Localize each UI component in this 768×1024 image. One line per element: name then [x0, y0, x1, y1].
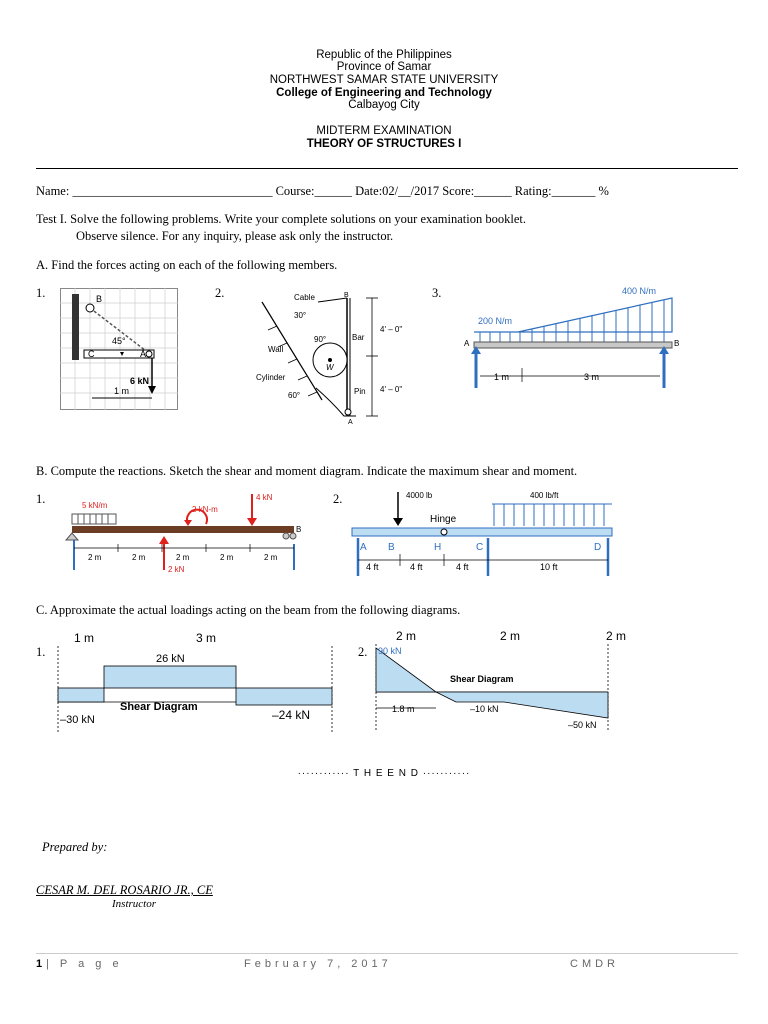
fig-a3-w2: 400 N/m	[622, 286, 657, 296]
fig-a2-label-b: B	[344, 292, 349, 299]
fig-c1-dim-1: 1 m	[74, 631, 95, 645]
fig-a2-cable	[318, 298, 347, 302]
fig-c2-value-neg10: –10 kN	[470, 704, 499, 714]
fig-b2-udl	[492, 504, 612, 526]
figure-a1-cable-boom	[60, 288, 178, 410]
fig-a2-pin-label: Pin	[354, 387, 366, 396]
fig-c2-dim-1: 2 m	[396, 629, 417, 643]
fig-a2-angle-60: 60°	[288, 391, 301, 400]
fig-a2-cable-label: Cable	[294, 293, 315, 302]
exam-title: MIDTERM EXAMINATION	[316, 125, 452, 137]
fig-a3-load-outline	[474, 298, 672, 332]
fig-b1-beam-bar	[72, 526, 294, 533]
a-number-1: 1.	[36, 286, 46, 300]
header-city: Calbayog City	[348, 99, 420, 111]
preparer-name: CESAR M. DEL ROSARIO JR., CE	[36, 883, 213, 897]
name-field[interactable]: Name: ________________________________	[36, 184, 273, 198]
rating-field[interactable]: Rating:_______ %	[514, 184, 609, 198]
fig-c2-value-90: 90 kN	[378, 646, 402, 656]
fig-b2-label-a: A	[360, 542, 367, 553]
footer-initials: CMDR	[570, 958, 619, 970]
figure-b2-hinged-beam	[346, 486, 620, 576]
fig-a1-pin-b	[86, 304, 94, 312]
course-field[interactable]: Course:______	[275, 184, 352, 198]
fig-a2-pin	[345, 409, 351, 415]
fig-c2-dim-2: 2 m	[500, 629, 521, 643]
figure-a3-distributed-load	[460, 284, 692, 392]
fig-c1-neg-block-1	[58, 688, 104, 702]
fig-b2-hinge-label: Hinge	[430, 514, 457, 525]
fig-a1-label-a: A	[140, 349, 147, 359]
fig-a2-weight-label: W	[326, 363, 334, 372]
fig-b1-moment-label: 2 kN-m	[192, 505, 218, 514]
figure-a2-cylinder-bar	[232, 292, 432, 426]
a-number-3: 3.	[432, 286, 442, 300]
section-b-title: B. Compute the reactions. Sketch the shear and moment diagram. Indicate the maximum shear and moment.	[36, 464, 578, 478]
fig-a3-dim-1: 1 m	[494, 372, 510, 382]
fig-c2-neg-region	[436, 692, 608, 718]
fig-a1-dim: 1 m	[114, 386, 130, 396]
fig-a2-bar-label: Bar	[352, 333, 365, 342]
fig-b1-span-1: 2 m	[88, 553, 102, 562]
section-c-title: C. Approximate the actual loadings acting on the beam from the following diagrams.	[36, 603, 461, 617]
fig-b1-span-3: 2 m	[176, 553, 190, 562]
fig-c1-neg-block-2	[236, 688, 332, 705]
fig-b1-span-2: 2 m	[132, 553, 146, 562]
fig-b1-load-4kn-label: 4 kN	[256, 493, 273, 502]
fig-b2-label-c: C	[476, 542, 484, 553]
a-number-2: 2.	[215, 286, 225, 300]
fig-a1-load: 6 kN	[130, 376, 150, 386]
fig-a3-dim-2: 3 m	[584, 372, 600, 382]
fig-b1-load-2kn-label: 2 kN	[168, 565, 185, 574]
fig-a3-label-a: A	[464, 339, 470, 348]
instruction-line1: Test I. Solve the following problems. Write your complete solutions on your examination booklet.	[36, 212, 526, 226]
instruction-line2: Observe silence. For any inquiry, please ask only the instructor.	[76, 229, 394, 243]
fig-a1-label-b: B	[96, 294, 103, 304]
fig-b2-udl-label: 400 lb/ft	[530, 491, 559, 500]
fig-a1-label-c: C	[88, 349, 95, 359]
fig-a2-wall-hatch	[268, 326, 317, 396]
fig-c1-value-neg24: –24 kN	[272, 708, 311, 722]
fig-b2-beam	[352, 528, 612, 536]
form-line	[36, 184, 609, 199]
end-mark: ············ T H E E N D ···········	[297, 768, 471, 779]
fig-c2-caption: Shear Diagram	[450, 674, 514, 684]
fig-a2-wall-label: Wall	[268, 345, 284, 354]
header-province: Province of Samar	[336, 61, 432, 73]
fig-c2-value-neg50: –50 kN	[568, 720, 597, 730]
fig-a2-label-a: A	[348, 419, 353, 426]
figure-c1-shear-diagram	[56, 628, 336, 732]
fig-a2-dim-1: 4' – 0"	[380, 325, 403, 334]
fig-c2-dim-18: 1.8 m	[392, 704, 415, 714]
figure-b1-beam	[62, 488, 314, 580]
fig-b1-support-a	[66, 533, 78, 540]
footer-page-label: | P a g e	[46, 958, 123, 970]
b-number-1: 1.	[36, 492, 46, 506]
fig-b2-label-d: D	[594, 542, 602, 553]
fig-b2-span-4: 10 ft	[540, 562, 558, 572]
fig-a3-label-b: B	[674, 339, 680, 348]
fig-b2-span-3: 4 ft	[456, 562, 469, 572]
b-number-2: 2.	[333, 492, 343, 506]
header-republic: Republic of the Philippines	[316, 49, 452, 61]
footer-page-number: 1	[36, 958, 43, 970]
c-number-1: 1.	[36, 645, 46, 659]
fig-b1-span-5: 2 m	[264, 553, 278, 562]
fig-b1-label-b: B	[296, 525, 302, 534]
fig-b2-span-1: 4 ft	[366, 562, 379, 572]
fig-a1-wall	[72, 294, 79, 360]
fig-a3-w1: 200 N/m	[478, 316, 513, 326]
date-field[interactable]: Date:02/__/2017	[355, 184, 440, 198]
fig-b1-roller-1	[283, 533, 289, 539]
fig-c1-value-neg30: –30 kN	[60, 714, 95, 726]
fig-b1-span-4: 2 m	[220, 553, 234, 562]
fig-b1-udl-label: 5 kN/m	[82, 501, 108, 510]
fig-a1-angle: 45°	[112, 336, 126, 346]
fig-b2-label-h: H	[434, 542, 442, 553]
preparer-role: Instructor	[112, 898, 156, 910]
prepared-by-label: Prepared by:	[42, 840, 108, 854]
figure-c2-shear-diagram	[372, 626, 638, 732]
header-university: NORTHWEST SAMAR STATE UNIVERSITY	[269, 74, 499, 86]
footer-date: February 7, 2017	[244, 958, 392, 970]
fig-b2-label-b: B	[388, 542, 395, 553]
fig-a3-beam	[474, 342, 672, 348]
fig-c1-dim-2: 3 m	[196, 631, 217, 645]
score-field[interactable]: Score:______	[442, 184, 512, 198]
fig-a2-angle-30: 30°	[294, 311, 307, 320]
footer-divider	[36, 953, 738, 954]
fig-a2-cylinder-label: Cylinder	[256, 373, 286, 382]
section-a-title: A. Find the forces acting on each of the following members.	[36, 258, 338, 272]
subject-title: THEORY OF STRUCTURES I	[306, 138, 462, 150]
fig-c1-caption: Shear Diagram	[120, 701, 198, 713]
fig-c1-pos-block	[104, 666, 236, 688]
fig-c1-value-26: 26 kN	[156, 653, 185, 665]
fig-a2-angle-90: 90°	[314, 335, 327, 344]
fig-b2-point-load-label: 4000 lb	[406, 491, 433, 500]
fig-b2-hinge	[441, 529, 447, 535]
fig-a1-pin-a	[146, 351, 152, 357]
fig-a2-cylinder-center	[328, 358, 332, 362]
c-number-2: 2.	[358, 645, 368, 659]
header-college: College of Engineering and Technology	[276, 87, 492, 99]
fig-c2-dim-3: 2 m	[606, 629, 627, 643]
fig-b2-span-2: 4 ft	[410, 562, 423, 572]
fig-b1-udl	[72, 514, 116, 524]
fig-a2-dim-2: 4' – 0"	[380, 385, 403, 394]
header-divider	[36, 168, 738, 169]
